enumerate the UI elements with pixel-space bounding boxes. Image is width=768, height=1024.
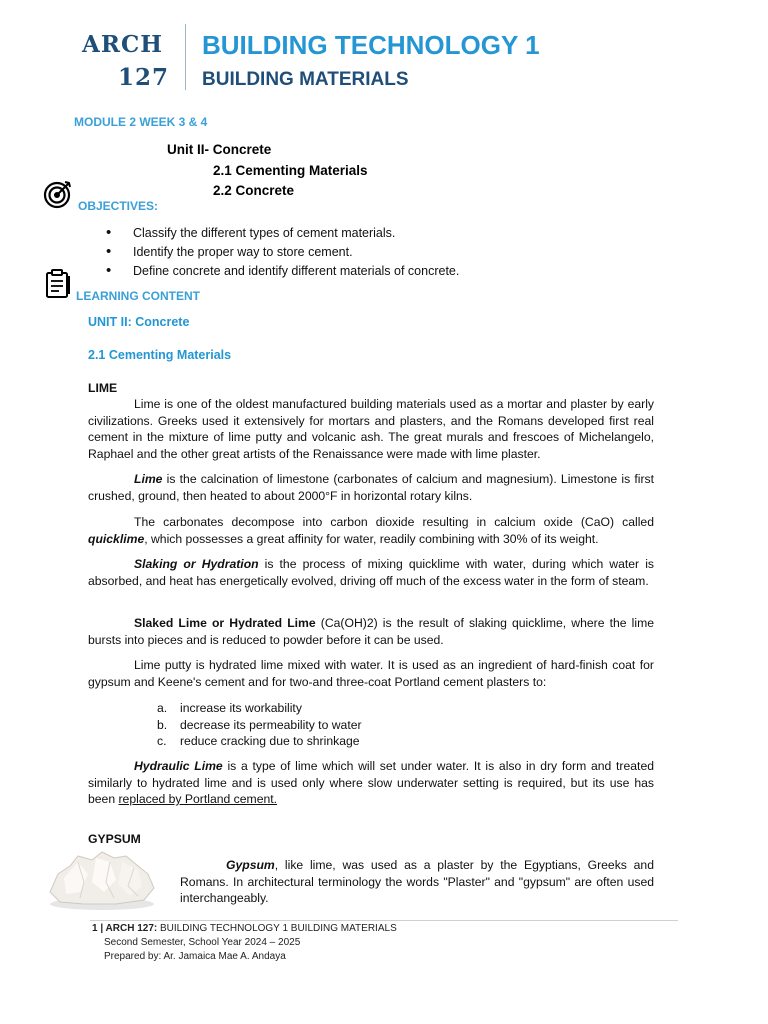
list-item: b. decrease its permeability to water: [157, 717, 362, 732]
term-lime: Lime: [134, 472, 163, 486]
unit-heading: UNIT II: Concrete: [88, 315, 190, 329]
document-subtitle: BUILDING MATERIALS: [202, 69, 409, 90]
course-code-line2: 127: [118, 64, 170, 91]
objective-item: • Classify the different types of cement materials.: [106, 225, 459, 244]
target-icon: [42, 178, 74, 210]
learning-content-heading: LEARNING CONTENT: [76, 289, 200, 303]
term-quicklime: quicklime: [88, 531, 145, 546]
course-code-line1: ARCH: [82, 31, 163, 58]
module-label: MODULE 2 WEEK 3 & 4: [74, 115, 208, 129]
gypsum-heading: GYPSUM: [88, 832, 141, 846]
lime-paragraph-6: Lime putty is hydrated lime mixed with water. It is used as an ingredient of hard-finish coat for gypsum and Keene's cement and for two-and three-coat Portland cement plasters to:: [88, 658, 654, 689]
clipboard-icon: [42, 268, 74, 300]
lime-heading: LIME: [88, 381, 118, 395]
unit-sub2: 2.2 Concrete: [213, 183, 295, 198]
term-gypsum: Gypsum: [226, 858, 275, 872]
section-heading: 2.1 Cementing Materials: [88, 348, 232, 362]
underlined-phrase: replaced by Portland cement.: [118, 792, 278, 807]
objective-item: • Identify the proper way to store cement.: [106, 244, 459, 263]
lime-uses-list: [157, 700, 362, 750]
objective-item: • Define concrete and identify different materials of concrete.: [106, 263, 459, 282]
objectives-list: [106, 225, 459, 282]
page-number: 1: [92, 923, 98, 934]
term-hydraulic-lime: Hydraulic Lime: [134, 759, 223, 773]
header-divider: [185, 24, 186, 90]
lime-paragraph-3: The carbonates decompose into carbon dioxide resulting in calcium oxide (CaO) called quicklime, which possesses a great affinity for water, readily combining with 30% of its weight.: [88, 515, 654, 546]
lime-paragraph-5: Slaked Lime or Hydrated Lime (Ca(OH)2) is the result of slaking quicklime, where the lime bursts into pieces and is reduced to powder before it can be used.: [88, 616, 655, 647]
gypsum-paragraph: Gypsum, like lime, was used as a plaster by the Egyptians, Greeks and Romans. In architectural terminology the words "Plaster" and "gypsum" are often used interchangeably.: [180, 858, 654, 906]
footer-prepared-by: Prepared by: Ar. Jamaica Mae A. Andaya: [104, 951, 286, 962]
gypsum-rock-image: [44, 848, 160, 912]
document-title: BUILDING TECHNOLOGY 1: [202, 30, 540, 60]
list-item: c. reduce cracking due to shrinkage: [157, 734, 360, 749]
lime-paragraph-2: Lime is the calcination of limestone (carbonates of calcium and magnesium). Limestone is first crushed, ground, then heated to about 2000°F in horizontal rotary kilns.: [88, 472, 654, 503]
unit-title: Unit II- Concrete: [167, 142, 272, 157]
objectives-heading: OBJECTIVES:: [78, 199, 159, 213]
term-slaking: Slaking or Hydration: [134, 557, 259, 571]
footer-course-line: 1 | ARCH 127: BUILDING TECHNOLOGY 1 BUILDING MATERIALS: [92, 923, 397, 934]
unit-sub1: 2.1 Cementing Materials: [213, 163, 368, 178]
footer-semester: Second Semester, School Year 2024 – 2025: [104, 937, 301, 948]
list-item: a. increase its workability: [157, 701, 302, 715]
lime-paragraph-1: Lime is one of the oldest manufactured building materials used as a mortar and plaster by early civilizations. Greeks used it extensively for mortars and plasters, and the Romans developed first real cement in the mixture of lime putty and volcanic ash. The great murals and frescoes of Michelangelo, Raphael and the other great artists of the Renaissance were made with lime plaster.: [88, 397, 654, 461]
lime-paragraph-7: Hydraulic Lime is a type of lime which will set under water. It is also in dry form and treated similarly to hydrated lime and is used only where slow underwater setting is required, but its use has been replaced by Portland cement.: [88, 759, 654, 807]
footer-course-code: ARCH 127:: [105, 923, 158, 934]
lime-paragraph-4: Slaking or Hydration is the process of mixing quicklime with water, during which water is absorbed, and heat has energetically evolved, driving off much of the excess water in the form of steam.: [88, 557, 654, 588]
term-slaked-lime: Slaked Lime or Hydrated Lime: [134, 616, 316, 630]
footer-divider: [90, 920, 678, 921]
footer-course-title: BUILDING TECHNOLOGY 1 BUILDING MATERIALS: [157, 923, 397, 934]
